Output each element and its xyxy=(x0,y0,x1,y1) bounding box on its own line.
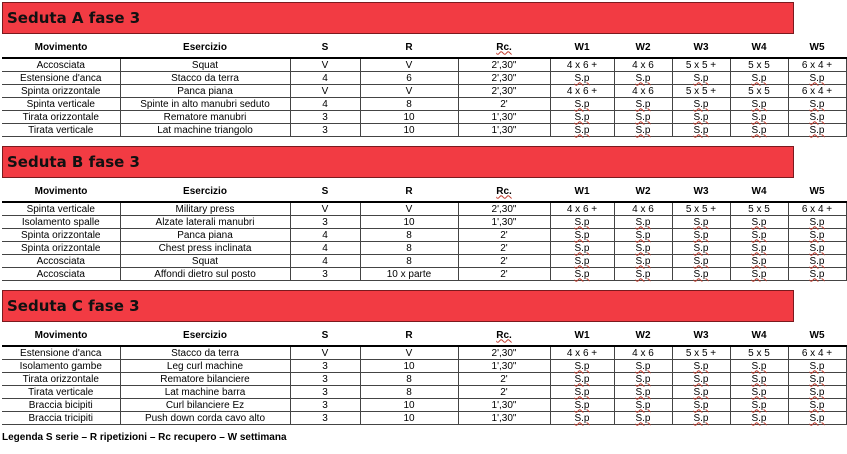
table-cell: S.p xyxy=(672,72,730,85)
table-cell: 5 x 5 + xyxy=(672,346,730,360)
table-cell: S.p xyxy=(672,399,730,412)
table-cell: S.p xyxy=(614,386,672,399)
table-cell: S.p xyxy=(614,255,672,268)
table-row xyxy=(2,268,846,281)
table-cell: S.p xyxy=(730,216,788,229)
table-cell: S.p xyxy=(614,216,672,229)
session-title: Seduta A fase 3 xyxy=(2,2,794,34)
column-header: Esercizio xyxy=(120,37,290,58)
table-cell: S.p xyxy=(730,360,788,373)
table-cell: S.p xyxy=(550,98,614,111)
table-cell: 1',30" xyxy=(458,412,550,425)
table-cell: 2',30" xyxy=(458,85,550,98)
column-header: R xyxy=(360,37,458,58)
column-header: W3 xyxy=(672,181,730,202)
table-cell: Spinta verticale xyxy=(2,202,120,216)
table-cell: 8 xyxy=(360,386,458,399)
table-cell: S.p xyxy=(672,229,730,242)
column-header: W5 xyxy=(788,325,846,346)
table-cell: Spinta verticale xyxy=(2,98,120,111)
column-header: W2 xyxy=(614,37,672,58)
table-cell: S.p xyxy=(730,373,788,386)
table-cell: S.p xyxy=(614,268,672,281)
table-cell: Spinta orizzontale xyxy=(2,85,120,98)
column-header: W5 xyxy=(788,37,846,58)
table-row xyxy=(2,111,846,124)
table-cell: S.p xyxy=(614,98,672,111)
table-cell: 1',30" xyxy=(458,111,550,124)
column-header: W3 xyxy=(672,37,730,58)
table-cell: S.p xyxy=(672,412,730,425)
table-cell: Tirata verticale xyxy=(2,124,120,137)
table-cell: 5 x 5 xyxy=(730,85,788,98)
table-cell: 2',30" xyxy=(458,346,550,360)
table-cell: 2' xyxy=(458,373,550,386)
table-cell: S.p xyxy=(788,268,846,281)
column-header: Movimento xyxy=(2,37,120,58)
workout-table xyxy=(2,181,847,281)
table-cell: 5 x 5 + xyxy=(672,85,730,98)
table-cell: Stacco da terra xyxy=(120,72,290,85)
table-cell: 2' xyxy=(458,386,550,399)
table-cell: S.p xyxy=(730,412,788,425)
table-cell: S.p xyxy=(730,255,788,268)
table-cell: 4 xyxy=(290,255,360,268)
table-cell: Lat machine triangolo xyxy=(120,124,290,137)
table-cell: V xyxy=(360,85,458,98)
column-header: Esercizio xyxy=(120,325,290,346)
table-cell: V xyxy=(290,346,360,360)
table-cell: S.p xyxy=(614,242,672,255)
table-cell: S.p xyxy=(550,124,614,137)
table-cell: 4 x 6 + xyxy=(550,58,614,72)
table-cell: S.p xyxy=(788,216,846,229)
table-cell: S.p xyxy=(730,399,788,412)
table-cell: 4 x 6 xyxy=(614,58,672,72)
table-row xyxy=(2,72,846,85)
table-cell: 4 x 6 xyxy=(614,202,672,216)
table-cell: 1',30" xyxy=(458,216,550,229)
table-cell: 8 xyxy=(360,229,458,242)
table-cell: Spinta orizzontale xyxy=(2,229,120,242)
table-cell: S.p xyxy=(550,412,614,425)
table-cell: Tirata orizzontale xyxy=(2,373,120,386)
table-cell: 8 xyxy=(360,98,458,111)
table-cell: 3 xyxy=(290,373,360,386)
table-cell: S.p xyxy=(550,360,614,373)
column-header: W4 xyxy=(730,325,788,346)
table-cell: 5 x 5 xyxy=(730,346,788,360)
table-cell: 6 x 4 + xyxy=(788,58,846,72)
table-cell: S.p xyxy=(672,360,730,373)
table-cell: S.p xyxy=(672,98,730,111)
table-cell: Lat machine barra xyxy=(120,386,290,399)
table-cell: S.p xyxy=(730,386,788,399)
table-cell: Alzate laterali manubri xyxy=(120,216,290,229)
table-cell: Accosciata xyxy=(2,255,120,268)
table-row xyxy=(2,255,846,268)
table-row xyxy=(2,346,846,360)
workout-table xyxy=(2,37,847,137)
table-cell: 3 xyxy=(290,124,360,137)
table-cell: S.p xyxy=(550,268,614,281)
table-row xyxy=(2,399,846,412)
table-row xyxy=(2,216,846,229)
table-cell: S.p xyxy=(614,111,672,124)
table-cell: Tirata verticale xyxy=(2,386,120,399)
session-title: Seduta C fase 3 xyxy=(2,290,794,322)
table-cell: 2' xyxy=(458,98,550,111)
table-cell: 10 x parte xyxy=(360,268,458,281)
session-a xyxy=(2,2,833,137)
table-cell: Curl bilanciere Ez xyxy=(120,399,290,412)
column-header: W4 xyxy=(730,37,788,58)
table-cell: S.p xyxy=(550,373,614,386)
table-cell: S.p xyxy=(550,72,614,85)
table-cell: Tirata orizzontale xyxy=(2,111,120,124)
table-cell: Accosciata xyxy=(2,268,120,281)
table-row xyxy=(2,229,846,242)
table-cell: S.p xyxy=(730,242,788,255)
table-row xyxy=(2,242,846,255)
table-cell: Panca piana xyxy=(120,85,290,98)
workout-table xyxy=(2,325,847,425)
table-cell: 3 xyxy=(290,111,360,124)
table-cell: Estensione d'anca xyxy=(2,346,120,360)
table-cell: 4 xyxy=(290,72,360,85)
table-cell: S.p xyxy=(550,216,614,229)
table-cell: 4 xyxy=(290,98,360,111)
table-cell: 4 x 6 + xyxy=(550,346,614,360)
column-header: W3 xyxy=(672,325,730,346)
table-cell: S.p xyxy=(788,229,846,242)
table-cell: Rematore manubri xyxy=(120,111,290,124)
table-cell: 2',30" xyxy=(458,202,550,216)
table-cell: 2' xyxy=(458,229,550,242)
table-cell: 3 xyxy=(290,216,360,229)
table-cell: S.p xyxy=(730,268,788,281)
table-row xyxy=(2,124,846,137)
table-cell: S.p xyxy=(788,412,846,425)
table-cell: 3 xyxy=(290,360,360,373)
table-cell: S.p xyxy=(788,386,846,399)
column-header: Rc. xyxy=(458,37,550,58)
table-cell: S.p xyxy=(672,386,730,399)
table-cell: Military press xyxy=(120,202,290,216)
legend-text: Legenda S serie – R ripetizioni – Rc recupero – W settimana xyxy=(2,432,287,443)
table-cell: Squat xyxy=(120,255,290,268)
table-cell: S.p xyxy=(614,72,672,85)
table-cell: 5 x 5 xyxy=(730,202,788,216)
table-cell: S.p xyxy=(550,255,614,268)
column-header: S xyxy=(290,37,360,58)
table-cell: S.p xyxy=(550,229,614,242)
session-b xyxy=(2,146,833,281)
table-cell: S.p xyxy=(788,242,846,255)
table-cell: V xyxy=(290,202,360,216)
table-cell: S.p xyxy=(788,98,846,111)
table-cell: Accosciata xyxy=(2,58,120,72)
table-cell: S.p xyxy=(672,242,730,255)
table-cell: Squat xyxy=(120,58,290,72)
table-cell: S.p xyxy=(730,98,788,111)
table-row xyxy=(2,85,846,98)
table-cell: 4 x 6 xyxy=(614,85,672,98)
table-cell: S.p xyxy=(614,373,672,386)
table-cell: 4 x 6 + xyxy=(550,85,614,98)
table-cell: 1',30" xyxy=(458,399,550,412)
table-cell: V xyxy=(360,58,458,72)
table-cell: 2',30" xyxy=(458,58,550,72)
table-cell: S.p xyxy=(730,111,788,124)
table-cell: 8 xyxy=(360,255,458,268)
table-cell: Stacco da terra xyxy=(120,346,290,360)
table-cell: 3 xyxy=(290,412,360,425)
column-header: W4 xyxy=(730,181,788,202)
table-cell: 3 xyxy=(290,386,360,399)
column-header: Rc. xyxy=(458,181,550,202)
table-cell: 10 xyxy=(360,216,458,229)
table-cell: S.p xyxy=(614,399,672,412)
table-cell: 10 xyxy=(360,111,458,124)
table-cell: 10 xyxy=(360,399,458,412)
column-header: S xyxy=(290,181,360,202)
table-cell: Estensione d'anca xyxy=(2,72,120,85)
column-header: W1 xyxy=(550,37,614,58)
session-title: Seduta B fase 3 xyxy=(2,146,794,178)
table-cell: S.p xyxy=(672,111,730,124)
column-header: W2 xyxy=(614,325,672,346)
table-cell: V xyxy=(360,346,458,360)
table-cell: S.p xyxy=(788,360,846,373)
table-row xyxy=(2,202,846,216)
table-cell: Panca piana xyxy=(120,229,290,242)
table-cell: S.p xyxy=(788,373,846,386)
column-header: Rc. xyxy=(458,325,550,346)
column-header: W2 xyxy=(614,181,672,202)
table-cell: 6 x 4 + xyxy=(788,85,846,98)
table-cell: S.p xyxy=(672,255,730,268)
table-cell: S.p xyxy=(672,373,730,386)
table-cell: 2',30" xyxy=(458,72,550,85)
table-cell: S.p xyxy=(788,399,846,412)
column-header: Movimento xyxy=(2,325,120,346)
table-cell: S.p xyxy=(672,124,730,137)
table-cell: 3 xyxy=(290,268,360,281)
table-row xyxy=(2,386,846,399)
table-cell: 6 x 4 + xyxy=(788,346,846,360)
table-cell: Rematore bilanciere xyxy=(120,373,290,386)
table-cell: Leg curl machine xyxy=(120,360,290,373)
table-cell: 10 xyxy=(360,360,458,373)
table-cell: S.p xyxy=(672,216,730,229)
table-cell: S.p xyxy=(550,386,614,399)
column-header: W1 xyxy=(550,325,614,346)
table-cell: Spinta orizzontale xyxy=(2,242,120,255)
column-header: Esercizio xyxy=(120,181,290,202)
column-header: R xyxy=(360,181,458,202)
table-cell: 5 x 5 xyxy=(730,58,788,72)
table-cell: S.p xyxy=(614,124,672,137)
session-c xyxy=(2,290,833,425)
table-cell: 3 xyxy=(290,399,360,412)
table-cell: 1',30" xyxy=(458,124,550,137)
table-cell: 6 xyxy=(360,72,458,85)
table-cell: 2' xyxy=(458,242,550,255)
table-cell: 5 x 5 + xyxy=(672,202,730,216)
table-cell: 6 x 4 + xyxy=(788,202,846,216)
table-cell: S.p xyxy=(730,124,788,137)
table-cell: 1',30" xyxy=(458,360,550,373)
table-cell: S.p xyxy=(730,229,788,242)
table-cell: Isolamento spalle xyxy=(2,216,120,229)
table-cell: Braccia tricipiti xyxy=(2,412,120,425)
table-row xyxy=(2,58,846,72)
table-cell: 8 xyxy=(360,373,458,386)
table-cell: 4 xyxy=(290,229,360,242)
column-header: W1 xyxy=(550,181,614,202)
table-cell: S.p xyxy=(788,255,846,268)
table-row xyxy=(2,360,846,373)
table-cell: S.p xyxy=(788,111,846,124)
table-cell: S.p xyxy=(730,72,788,85)
table-cell: S.p xyxy=(788,72,846,85)
table-cell: 4 x 6 + xyxy=(550,202,614,216)
table-cell: S.p xyxy=(672,268,730,281)
table-cell: Affondi dietro sul posto xyxy=(120,268,290,281)
table-cell: 8 xyxy=(360,242,458,255)
table-cell: 5 x 5 + xyxy=(672,58,730,72)
column-header: W5 xyxy=(788,181,846,202)
table-row xyxy=(2,412,846,425)
table-cell: V xyxy=(290,85,360,98)
table-cell: Isolamento gambe xyxy=(2,360,120,373)
table-cell: 10 xyxy=(360,412,458,425)
column-header: S xyxy=(290,325,360,346)
table-cell: Chest press inclinata xyxy=(120,242,290,255)
table-cell: Spinte in alto manubri seduto xyxy=(120,98,290,111)
table-row xyxy=(2,98,846,111)
table-cell: S.p xyxy=(614,229,672,242)
table-cell: 2' xyxy=(458,268,550,281)
table-row xyxy=(2,373,846,386)
table-cell: V xyxy=(290,58,360,72)
column-header: Movimento xyxy=(2,181,120,202)
table-cell: S.p xyxy=(550,399,614,412)
table-cell: 4 xyxy=(290,242,360,255)
table-cell: S.p xyxy=(614,412,672,425)
column-header: R xyxy=(360,325,458,346)
table-cell: S.p xyxy=(550,111,614,124)
table-cell: S.p xyxy=(614,360,672,373)
table-cell: S.p xyxy=(550,242,614,255)
table-cell: 10 xyxy=(360,124,458,137)
table-cell: S.p xyxy=(788,124,846,137)
table-cell: Braccia bicipiti xyxy=(2,399,120,412)
table-cell: Push down corda cavo alto xyxy=(120,412,290,425)
table-cell: 4 x 6 xyxy=(614,346,672,360)
table-cell: 2' xyxy=(458,255,550,268)
table-cell: V xyxy=(360,202,458,216)
